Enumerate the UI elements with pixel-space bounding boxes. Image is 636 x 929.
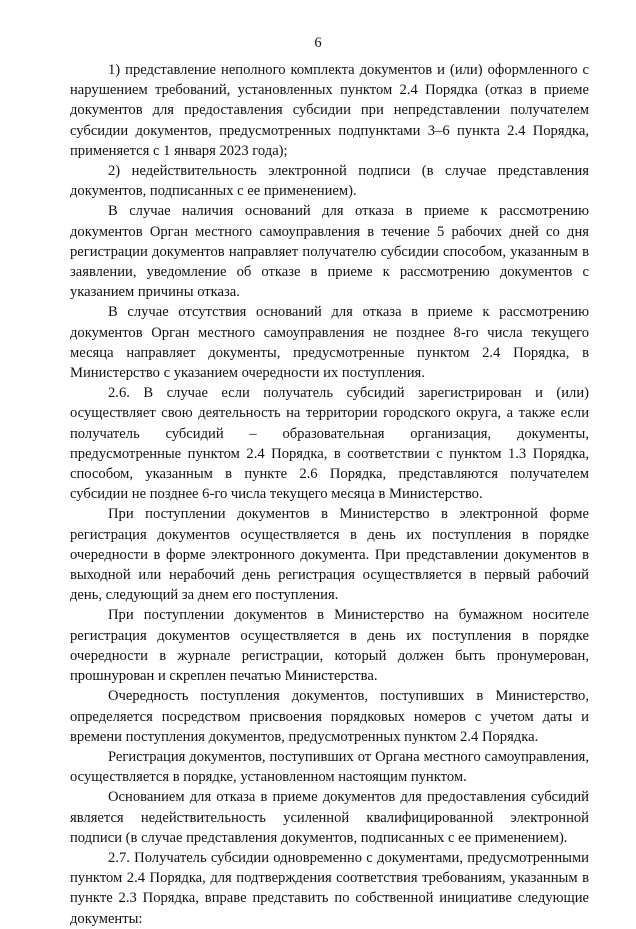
paragraph-1: 1) представление неполного комплекта документов и (или) оформленного с нарушением требований, установленных пунктом 2.4 Порядка (отказ в приеме документов для предоставления субсидии при непредставлении получателем субсидии документов, предусмотренных подпунктами 3–6 пункта 2.4 Порядка, применяется с 1 января 2023 года); bbox=[70, 62, 589, 159]
paragraph-2: 2) недействительность электронной подписи (в случае представления документов, подписанных с ее применением). bbox=[70, 163, 589, 200]
paragraph-8: Очередность поступления документов, поступивших в Министерство, определяется посредством присвоения порядковых номеров с учетом даты и времени поступления документов, предусмотренных пунктом 2.4 Порядка. bbox=[70, 688, 589, 745]
paragraph-11: 2.7. Получатель субсидии одновременно с документами, предусмотренными пунктом 2.4 Порядка, для подтверждения соответствия требованиям, указанным в пункте 2.3 Порядка, вправе представить по собственной инициативе следующие документы: bbox=[70, 849, 589, 927]
paragraph-6: При поступлении документов в Министерство в электронной форме регистрация документов осуществляется в день их поступления в порядке очередности в форме электронного документа. При представлении документов в выходной или нерабочий день регистрация осуществляется в первый рабочий день, следующий за днем его поступления. bbox=[70, 506, 589, 604]
paragraph-9: Регистрация документов, поступивших от Органа местного самоуправления, осуществляется в порядке, установленном настоящим пунктом. bbox=[70, 748, 589, 786]
paragraph-3: В случае наличия оснований для отказа в приеме к рассмотрению документов Орган местного самоуправления в течение 5 рабочих дней со дня регистрации документов направляет получателю субсидии способом, указанным в заявлении, уведомление об отказе в приеме к рассмотрению документов с указанием причины отказа. bbox=[70, 203, 589, 301]
paragraph-5: 2.6. В случае если получатель субсидий зарегистрирован и (или) осуществляет свою деятельность на территории городского округа, а также если получатель субсидий – образовательная организация, документы, предусмотренные пунктом 2.4 Порядка, в соответствии с пунктом 1.3 Порядка, способом, указанным в пункте 2.6 Порядка, представляются получателем субсидии не позднее 6-го числа текущего месяца в Министерство. bbox=[70, 385, 589, 503]
paragraph-10: Основанием для отказа в приеме документов для предоставления субсидий является недействительность усиленной квалифицированной электронной подписи (в случае представления документов, подписанных с ее применением). bbox=[70, 789, 589, 846]
paragraph-4: В случае отсутствия оснований для отказа в приеме к рассмотрению документов Орган местного самоуправления не позднее 8-го числа текущего месяца направляет документы, предусмотренные пунктом 2.4 Порядка, в Министерство с указанием очередности их поступления. bbox=[70, 304, 589, 382]
paragraph-7: При поступлении документов в Министерство на бумажном носителе регистрация документов осуществляется в день их поступления в порядке очередности в журнале регистрации, который должен быть пронумерован, прошнурован и скреплен печатью Министерства. bbox=[70, 607, 589, 685]
page-number: 6 bbox=[314, 35, 322, 51]
document-body bbox=[70, 60, 589, 929]
